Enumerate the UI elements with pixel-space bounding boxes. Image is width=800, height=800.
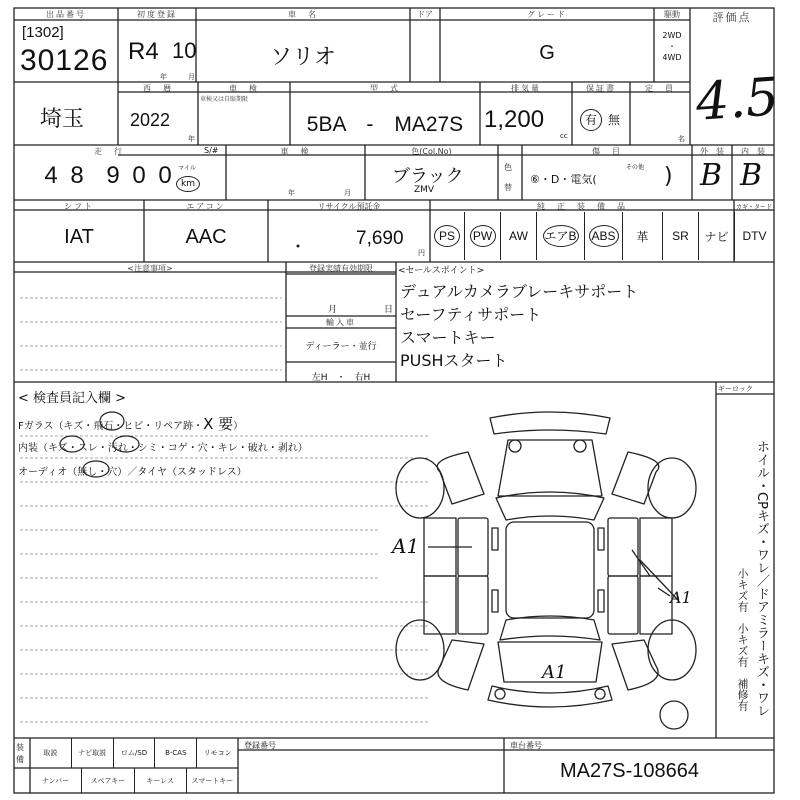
fglass-mark: X 要 xyxy=(203,415,234,433)
bottom-item: スペアキー xyxy=(82,768,134,793)
drive-4wd: 4WD xyxy=(662,53,682,62)
bottom-row-2 xyxy=(30,768,238,793)
mileage-digit: 4 xyxy=(44,162,58,189)
aircon-header: エアコン xyxy=(186,202,226,211)
color-label-a: 色 xyxy=(504,163,512,172)
equip-label: PS xyxy=(434,225,460,247)
bottom-item: ナンバー xyxy=(30,768,82,793)
bottom-item: ロム/SD xyxy=(114,738,156,768)
reg-no-header: 登録番号 xyxy=(244,741,276,750)
scratch-text: ⑥・D・電気( xyxy=(530,173,597,186)
car-name: ソリオ xyxy=(270,45,336,70)
selling-point: セーフティサポート xyxy=(400,305,542,324)
selling-point: PUSHスタート xyxy=(400,351,508,370)
model-header: 型 式 xyxy=(370,84,400,93)
color-code: ZMV xyxy=(414,185,435,195)
equip-dtv xyxy=(734,212,774,260)
shift-header: シフト xyxy=(64,202,94,211)
interior-header: 内 装 xyxy=(741,147,765,156)
aircon: AAC xyxy=(185,226,227,248)
equip-abs xyxy=(584,212,622,260)
scratch-header: 傷 目 xyxy=(592,147,622,156)
displacement-unit: cc xyxy=(560,132,568,140)
side-label-main: ホイル・CPキズ・ワレ／ドアミラーキズ・ワレ xyxy=(754,440,769,717)
equip-ps xyxy=(430,212,464,260)
exterior-grade: B xyxy=(700,158,723,193)
year-unit: 年 xyxy=(160,73,167,81)
bottom-item: キーレス xyxy=(135,768,187,793)
drive-2wd: 2WD xyxy=(662,31,682,40)
first-reg-month: 10 xyxy=(172,38,197,63)
equip-aw xyxy=(500,212,536,260)
lot-number: 30126 xyxy=(20,44,109,77)
model: 5BA - MA27S xyxy=(306,113,464,136)
door-header: ドア xyxy=(417,10,433,19)
record-month: 月 xyxy=(328,305,338,315)
equip-label: ABS xyxy=(589,225,619,247)
bottom-item: リモコン xyxy=(203,749,232,757)
equipment-row xyxy=(430,212,774,260)
import-handle: 左H ・ 右H xyxy=(311,373,371,383)
scratch-other: その他 xyxy=(626,164,645,171)
equip-label: ナビ xyxy=(704,229,729,244)
keyless-header: カギ・タード xyxy=(736,204,773,211)
shift: IAT xyxy=(64,226,94,248)
mileage-digit: 0 xyxy=(132,162,146,189)
damage-note: A1 xyxy=(542,662,567,683)
bottom-item: スマートキー xyxy=(191,776,234,785)
recycle-value: 7,690 xyxy=(356,228,404,249)
equip-label: AW xyxy=(509,229,528,243)
equip-label: DTV xyxy=(742,229,767,243)
warranty-no: 無 xyxy=(608,113,621,127)
recycle-unit: 円 xyxy=(418,249,425,257)
handwritten-marks xyxy=(0,380,420,490)
equip-leather xyxy=(622,212,662,260)
bottom-item: ナビ取説 xyxy=(72,738,114,768)
chassis-number: MA27S-108664 xyxy=(560,760,699,782)
region: 埼玉 xyxy=(40,107,85,132)
month-unit: 月 xyxy=(188,73,195,81)
selling-point: スマートキー xyxy=(400,328,496,347)
displacement-header: 排気量 xyxy=(511,84,541,93)
equip-label: 革 xyxy=(636,229,649,244)
interior-grade: B xyxy=(740,158,763,193)
equip-label: PW xyxy=(470,225,496,247)
warranty-yes: 有 xyxy=(580,109,602,131)
mileage-digit: 9 xyxy=(106,162,120,189)
equip-navi xyxy=(698,212,734,260)
selling-point: デュアルカメラブレーキサポート xyxy=(400,282,639,301)
shaken-header: 車 検 xyxy=(280,147,311,156)
capacity-header: 定 員 xyxy=(645,84,675,93)
grade: G xyxy=(539,42,555,64)
drive-dot: ・ xyxy=(668,42,676,51)
record-day: 日 xyxy=(384,305,394,315)
inspector-line-3: オーディオ（無し・穴）／タイヤ（スタッドレス） xyxy=(18,467,247,478)
fglass-end: ） xyxy=(233,421,244,432)
color-value: ブラック xyxy=(392,166,464,187)
selling-header: <セールスポイント> xyxy=(398,266,485,276)
km-unit: km xyxy=(176,176,200,192)
bottom-side-header: 装備 xyxy=(16,743,24,764)
displacement: 1,200 xyxy=(484,106,545,133)
selling-points xyxy=(400,280,638,372)
recycle-header: リサイクル預託金 xyxy=(317,202,381,211)
side-label-sub: 小キズ有 小キズ有 補修有 xyxy=(736,568,749,711)
shaken-year: 年 xyxy=(288,189,295,197)
exterior-header: 外 装 xyxy=(700,147,724,156)
capacity-unit: 名 xyxy=(678,135,685,143)
grade-header: グレード xyxy=(527,10,567,19)
equip-sr xyxy=(662,212,698,260)
inspection-sub: 車検又は自賠期限 xyxy=(200,96,249,103)
car-name-header: 車 名 xyxy=(288,10,318,19)
bottom-row-1 xyxy=(30,738,238,768)
bottom-item: B-CAS xyxy=(155,738,197,768)
first-reg-header: 初度登録 xyxy=(137,10,177,19)
chassis-header: 車台番号 xyxy=(510,741,542,750)
inspection-header: 車 検 xyxy=(229,84,259,93)
color-header: 色(Col.No) xyxy=(411,147,452,156)
inspector-line-2: 内装（キズ・スレ・汚れ・シミ・コゲ・穴・キレ・破れ・剥れ） xyxy=(18,443,308,454)
equipment-header: 純 正 装 備 品 xyxy=(537,202,627,211)
key-lock-header: ギーロック xyxy=(718,385,753,393)
score-header: 評価点 xyxy=(712,11,752,24)
damage-note: A1 xyxy=(392,534,420,558)
mileage-digits xyxy=(40,162,176,190)
color-label-b: 替 xyxy=(504,183,512,192)
record-header: 登録実績有効期限 xyxy=(309,264,373,273)
mileage-digit: 0 xyxy=(158,162,172,189)
equip-airbag xyxy=(536,212,584,260)
inspector-header: < 検査員記入欄 > xyxy=(18,391,127,406)
lot-header: 出品番号 xyxy=(46,10,86,19)
drive-options xyxy=(654,30,690,63)
mile-label: マイル xyxy=(178,165,196,172)
bottom-item: 取説 xyxy=(30,738,72,768)
equip-pw xyxy=(464,212,500,260)
mileage-header: 走 行 xyxy=(94,147,124,156)
notes-header: <注意事項> xyxy=(127,264,173,273)
shaken-month: 月 xyxy=(344,189,351,197)
western-year-header: 西 暦 xyxy=(143,84,173,93)
damage-note: A1 xyxy=(670,588,692,607)
first-reg-era: R4 xyxy=(128,38,159,65)
drive-header: 駆動 xyxy=(664,10,680,19)
import-header: 輸入車 xyxy=(326,318,356,327)
equip-label: エアB xyxy=(543,225,579,247)
meter-label: S/# xyxy=(204,146,219,155)
mileage-digit: 8 xyxy=(70,162,84,189)
scratch-close: ) xyxy=(664,164,673,189)
recycle-dot: ・ xyxy=(290,237,307,256)
western-year-unit: 年 xyxy=(188,135,195,143)
equip-label: SR xyxy=(672,229,689,243)
fglass-text: Fガラス（キズ・飛石・ヒビ・リペア跡・ xyxy=(18,421,204,432)
lot-code: [1302] xyxy=(22,24,64,41)
score-value: 4.5 xyxy=(694,67,781,133)
warranty-header: 保証書 xyxy=(586,84,616,93)
import-dealer: ディーラー・並行 xyxy=(305,342,377,352)
western-year: 2022 xyxy=(130,110,171,130)
